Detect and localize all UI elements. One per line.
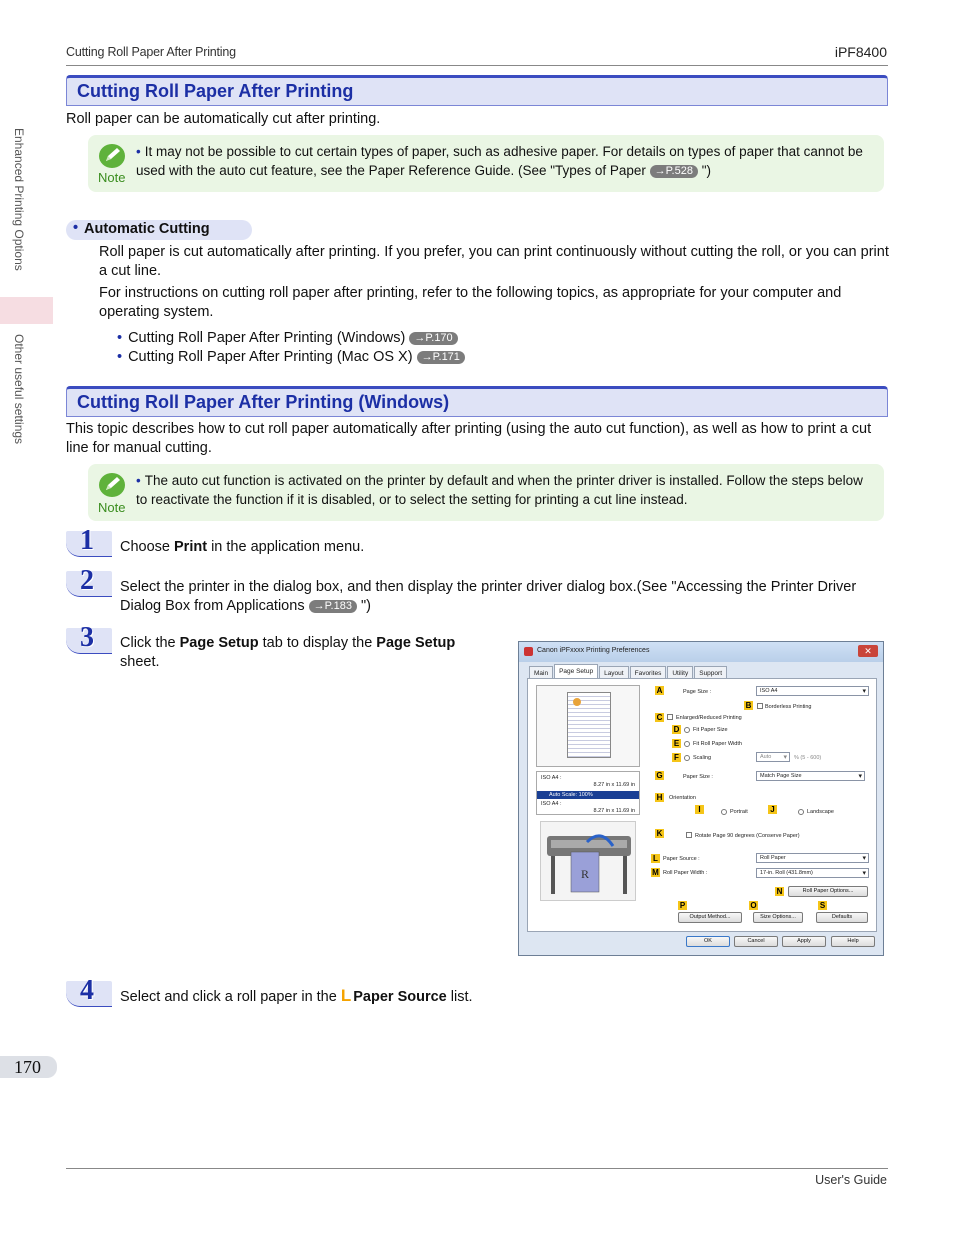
list-item: • Cutting Roll Paper After Printing (Windows) →P.170: [117, 330, 458, 346]
cancel-button[interactable]: Cancel: [734, 936, 778, 947]
header-rule: [66, 65, 888, 66]
fit-roll-radio[interactable]: [684, 741, 690, 747]
ok-button[interactable]: OK: [686, 936, 730, 947]
note-label: Note: [98, 170, 126, 185]
footer-guide-title: User's Guide: [815, 1173, 887, 1187]
step-number: 2: [66, 571, 112, 597]
sidebar: [0, 0, 53, 470]
footer-rule: [66, 1168, 888, 1169]
label-d: D: [673, 725, 680, 734]
section-title: Cutting Roll Paper After Printing (Windows): [66, 386, 888, 417]
page-size-select[interactable]: ISO A4 ▾: [756, 686, 869, 696]
printer-app-icon: [524, 647, 533, 656]
svg-text:R: R: [581, 867, 590, 881]
help-button[interactable]: Help: [831, 936, 875, 947]
sidebar-chapter: Enhanced Printing Options: [12, 128, 26, 271]
note-text: • It may not be possible to cut certain types of paper, such as adhesive paper. For details on types of paper that cannot be used with the auto cut feature, see the Paper Reference Guide. (See "Types of Paper →P.528 "): [136, 144, 863, 178]
page-preview: [536, 685, 640, 767]
tab-utility[interactable]: Utility: [667, 666, 693, 678]
label-g: G: [656, 771, 663, 780]
section-title: Cutting Roll Paper After Printing: [66, 75, 888, 106]
step-text: Choose Print in the application menu.: [120, 539, 365, 555]
printer-illustration: [540, 821, 636, 901]
note-label: Note: [98, 500, 126, 515]
label-n: N: [776, 887, 783, 896]
step-text: Select the printer in the dialog box, and then display the printer driver dialog box.(See "Accessing the Printer Driver Dialog Box from Applications →P.183 "): [120, 579, 857, 614]
label-f: F: [672, 753, 681, 762]
paragraph: For instructions on cutting roll paper after printing, refer to the following topics, as appropriate for your computer and operating system.: [99, 285, 842, 320]
note-bullet: •: [136, 144, 141, 159]
subheading-automatic-cutting: • Automatic Cutting: [66, 220, 252, 240]
step-number: 3: [66, 628, 112, 654]
rotate-checkbox[interactable]: [686, 832, 692, 838]
label-s: S: [819, 901, 826, 910]
scaling-input[interactable]: Auto ▾: [756, 752, 790, 762]
close-icon[interactable]: ✕: [858, 645, 878, 657]
page-info-panel: ISO A4 : 8.27 in x 11.69 in Auto Scale: 100% ISO A4 : 8.27 in x 11.69 in: [536, 771, 640, 815]
xref-link[interactable]: →P.171: [417, 351, 465, 364]
auto-scale-indicator: Auto Scale: 100%: [537, 791, 639, 799]
label-b: B: [745, 701, 752, 710]
paper-source-select[interactable]: Roll Paper ▾: [756, 853, 869, 863]
enlarged-checkbox[interactable]: [667, 714, 673, 720]
label-p: P: [679, 901, 686, 910]
xref-link[interactable]: →P.528: [650, 165, 698, 178]
borderless-checkbox[interactable]: [757, 703, 763, 709]
note-text: • The auto cut function is activated on the printer by default and when the printer driver is installed. Follow the steps below to reactivate the function if it is disabled, or to select the setting for printing a cut line instead.: [136, 473, 863, 507]
paper-size-select[interactable]: Match Page Size ▾: [756, 771, 865, 781]
tab-page-setup[interactable]: Page Setup: [554, 664, 598, 678]
step-text: Select and click a roll paper in the L Paper Source list.: [120, 986, 473, 1005]
portrait-radio[interactable]: [721, 809, 727, 815]
roll-width-select[interactable]: 17-in. Roll (431.8mm) ▾: [756, 868, 869, 878]
dialog-tabs: [529, 664, 728, 678]
page-setup-sheet: ISO A4 : 8.27 in x 11.69 in Auto Scale: 100% ISO A4 : 8.27 in x 11.69 in R A Page Size : ISO A4 ▾ B Borderless Printing C Enlarged/Reduced Printing D Fit Paper Size E Fit Roll Paper Width F Scaling Auto ▾ % (5 - 600) G Paper Size : Match Page Size ▾ H Orientation I Portrait J Landscape K Rotate Page 90 degrees (Conserve Paper) L Paper Source : Roll Paper ▾ M Roll Paper Width : 17-in. Roll (431.8mm) ▾ N Roll Paper Options... P O S Output Method... Size Options... Defaults: [527, 678, 877, 932]
section-intro: Roll paper can be automatically cut after printing.: [66, 111, 381, 127]
label-j: J: [768, 805, 777, 814]
paragraph: Roll paper is cut automatically after printing. If you prefer, you can print continuously without cutting the roll, or you can print a cut line.: [99, 244, 889, 279]
apply-button[interactable]: Apply: [782, 936, 826, 947]
label-o: O: [750, 901, 757, 910]
sidebar-marker: [0, 297, 53, 324]
list-item: • Cutting Roll Paper After Printing (Mac OS X) →P.171: [117, 349, 465, 365]
label-k: K: [656, 829, 663, 838]
landscape-radio[interactable]: [798, 809, 804, 815]
tab-layout[interactable]: Layout: [599, 666, 629, 678]
step-number: 1: [66, 531, 112, 557]
model-name: iPF8400: [834, 44, 887, 60]
printer-icon: [541, 822, 637, 902]
step-text: Click the Page Setup tab to display the Page Setup sheet.: [120, 635, 456, 670]
label-m: M: [652, 868, 659, 877]
page-number: 170: [0, 1056, 57, 1078]
size-options-button[interactable]: Size Options...: [753, 912, 803, 923]
label-a: A: [656, 686, 663, 695]
note-box: [88, 464, 884, 521]
label-c: C: [656, 713, 663, 722]
note-pencil-icon: [98, 472, 126, 498]
xref-link[interactable]: →P.183: [309, 600, 357, 613]
label-l: L: [651, 854, 660, 863]
dialog-title-bar: Canon iPFxxxx Printing Preferences ✕: [519, 642, 883, 662]
note-pencil-icon: [98, 143, 126, 169]
scaling-radio[interactable]: [684, 755, 690, 761]
fit-paper-radio[interactable]: [684, 727, 690, 733]
label-h: H: [656, 793, 663, 802]
paper-source-letter: L: [340, 986, 352, 1005]
xref-link[interactable]: →P.170: [409, 332, 457, 345]
printing-preferences-dialog: [518, 641, 884, 956]
tab-main[interactable]: Main: [529, 666, 553, 678]
preview-image-icon: [573, 698, 581, 706]
output-method-button[interactable]: Output Method...: [678, 912, 742, 923]
sidebar-section: Other useful settings: [12, 334, 26, 445]
roll-paper-options-button[interactable]: Roll Paper Options...: [788, 886, 868, 897]
note-box: [88, 135, 884, 192]
tab-favorites[interactable]: Favorites: [630, 666, 667, 678]
section-intro: This topic describes how to cut roll paper automatically after printing (using the auto cut function), as well as how to print a cut line for manual cutting.: [66, 421, 872, 456]
running-header: Cutting Roll Paper After Printing: [66, 45, 236, 59]
tab-support[interactable]: Support: [694, 666, 727, 678]
label-e: E: [673, 739, 680, 748]
defaults-button[interactable]: Defaults: [816, 912, 868, 923]
label-i: I: [695, 805, 704, 814]
step-number: 4: [66, 981, 112, 1007]
